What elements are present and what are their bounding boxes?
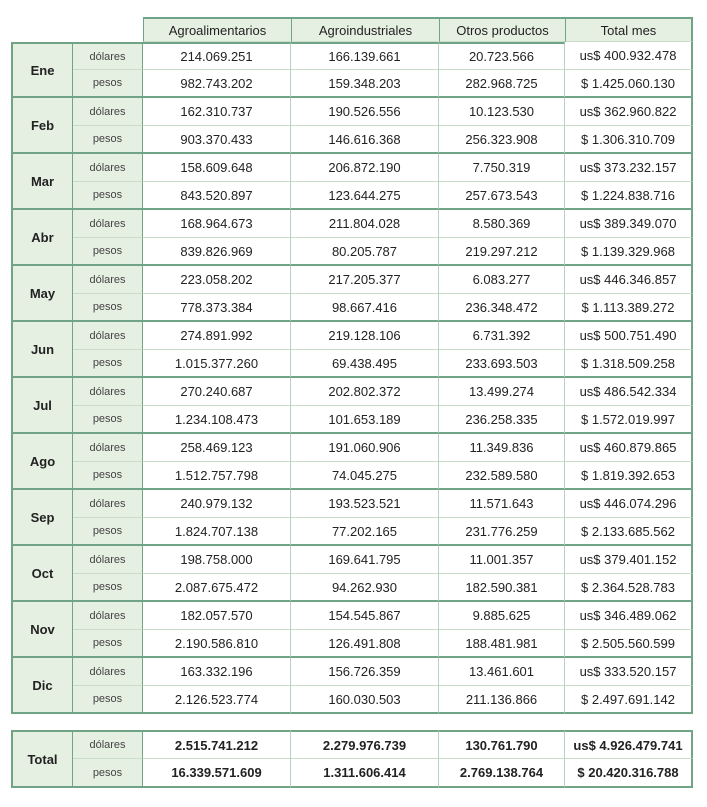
cell-ars-agroindustriales: 77.202.165	[291, 518, 439, 546]
month-row-usd	[11, 322, 693, 350]
unit-label-usd: dólares	[73, 322, 143, 350]
unit-label-ars: pesos	[73, 630, 143, 658]
total-row-usd	[11, 730, 693, 759]
unit-label-usd: dólares	[73, 490, 143, 518]
cell-usd-total: us$ 486.542.334	[565, 378, 693, 406]
month-label: May	[11, 266, 73, 322]
month-label: Ene	[11, 42, 73, 98]
unit-label-usd: dólares	[73, 546, 143, 574]
unit-label-usd: dólares	[73, 602, 143, 630]
cell-usd-otros: 9.885.625	[439, 602, 565, 630]
cell-ars-total: $ 2.364.528.783	[565, 574, 693, 602]
cell-ars-otros: 188.481.981	[439, 630, 565, 658]
cell-ars-agroalimentarios: 778.373.384	[143, 294, 291, 322]
cell-usd-agroalimentarios: 158.609.648	[143, 154, 291, 182]
header-agroindustriales: Agroindustriales	[291, 17, 439, 42]
cell-usd-otros: 8.580.369	[439, 210, 565, 238]
header-row	[11, 17, 693, 42]
cell-ars-otros: 282.968.725	[439, 70, 565, 98]
month-row-usd	[11, 602, 693, 630]
unit-label-ars: pesos	[73, 70, 143, 98]
cell-ars-otros: 219.297.212	[439, 238, 565, 266]
month-label: Nov	[11, 602, 73, 658]
cell-usd-agroindustriales: 190.526.556	[291, 98, 439, 126]
month-row-ars	[11, 238, 693, 266]
cell-usd-agroindustriales: 202.802.372	[291, 378, 439, 406]
month-label: Dic	[11, 658, 73, 714]
cell-ars-agroindustriales: 94.262.930	[291, 574, 439, 602]
cell-ars-agroindustriales: 101.653.189	[291, 406, 439, 434]
unit-label-usd: dólares	[73, 42, 143, 70]
cell-usd-otros: 11.349.836	[439, 434, 565, 462]
cell-usd-agroindustriales: 211.804.028	[291, 210, 439, 238]
month-row-usd	[11, 154, 693, 182]
cell-ars-agroalimentarios: 982.743.202	[143, 70, 291, 98]
month-row-usd	[11, 378, 693, 406]
cell-ars-agroindustriales: 160.030.503	[291, 686, 439, 714]
total-usd-total: us$ 4.926.479.741	[565, 730, 693, 759]
cell-usd-agroalimentarios: 274.891.992	[143, 322, 291, 350]
month-row-usd	[11, 266, 693, 294]
cell-ars-total: $ 1.318.509.258	[565, 350, 693, 378]
total-usd-otros: 130.761.790	[439, 730, 565, 759]
month-label: Abr	[11, 210, 73, 266]
cell-ars-otros: 236.258.335	[439, 406, 565, 434]
cell-ars-agroalimentarios: 1.234.108.473	[143, 406, 291, 434]
cell-usd-agroindustriales: 217.205.377	[291, 266, 439, 294]
month-label: Mar	[11, 154, 73, 210]
header-blank	[73, 17, 143, 42]
cell-ars-agroalimentarios: 1.015.377.260	[143, 350, 291, 378]
cell-usd-total: us$ 333.520.157	[565, 658, 693, 686]
cell-usd-otros: 13.499.274	[439, 378, 565, 406]
cell-ars-agroindustriales: 123.644.275	[291, 182, 439, 210]
month-row-ars	[11, 686, 693, 714]
cell-usd-agroalimentarios: 270.240.687	[143, 378, 291, 406]
cell-usd-agroalimentarios: 223.058.202	[143, 266, 291, 294]
cell-usd-otros: 6.083.277	[439, 266, 565, 294]
unit-label-ars: pesos	[73, 686, 143, 714]
cell-usd-agroalimentarios: 163.332.196	[143, 658, 291, 686]
unit-label-usd: dólares	[73, 434, 143, 462]
cell-usd-agroalimentarios: 162.310.737	[143, 98, 291, 126]
month-row-ars	[11, 462, 693, 490]
month-row-ars	[11, 630, 693, 658]
cell-usd-agroindustriales: 166.139.661	[291, 42, 439, 70]
unit-label-usd: dólares	[73, 210, 143, 238]
cell-usd-agroindustriales: 219.128.106	[291, 322, 439, 350]
month-label: Ago	[11, 434, 73, 490]
unit-label-usd: dólares	[73, 154, 143, 182]
cell-ars-agroalimentarios: 903.370.433	[143, 126, 291, 154]
unit-label-ars: pesos	[73, 574, 143, 602]
month-label: Jul	[11, 378, 73, 434]
cell-ars-agroindustriales: 80.205.787	[291, 238, 439, 266]
cell-usd-agroalimentarios: 240.979.132	[143, 490, 291, 518]
cell-ars-total: $ 1.224.838.716	[565, 182, 693, 210]
cell-usd-total: us$ 373.232.157	[565, 154, 693, 182]
cell-ars-total: $ 1.113.389.272	[565, 294, 693, 322]
month-row-ars	[11, 70, 693, 98]
month-row-usd	[11, 434, 693, 462]
cell-usd-otros: 11.571.643	[439, 490, 565, 518]
unit-label-ars: pesos	[73, 759, 143, 788]
total-ars-total: $ 20.420.316.788	[565, 759, 693, 788]
month-row-usd	[11, 658, 693, 686]
cell-usd-otros: 13.461.601	[439, 658, 565, 686]
month-label: Jun	[11, 322, 73, 378]
cell-ars-otros: 256.323.908	[439, 126, 565, 154]
cell-usd-agroindustriales: 169.641.795	[291, 546, 439, 574]
cell-ars-total: $ 2.497.691.142	[565, 686, 693, 714]
cell-usd-agroindustriales: 154.545.867	[291, 602, 439, 630]
cell-ars-total: $ 2.133.685.562	[565, 518, 693, 546]
unit-label-ars: pesos	[73, 294, 143, 322]
cell-ars-otros: 233.693.503	[439, 350, 565, 378]
months-body	[11, 42, 693, 714]
cell-ars-otros: 231.776.259	[439, 518, 565, 546]
total-usd-agroindustriales: 2.279.976.739	[291, 730, 439, 759]
cell-usd-total: us$ 362.960.822	[565, 98, 693, 126]
cell-usd-agroalimentarios: 214.069.251	[143, 42, 291, 70]
cell-ars-otros: 211.136.866	[439, 686, 565, 714]
cell-ars-agroindustriales: 159.348.203	[291, 70, 439, 98]
cell-usd-agroalimentarios: 198.758.000	[143, 546, 291, 574]
cell-ars-agroalimentarios: 839.826.969	[143, 238, 291, 266]
cell-usd-total: us$ 379.401.152	[565, 546, 693, 574]
unit-label-usd: dólares	[73, 730, 143, 759]
cell-usd-total: us$ 400.932.478	[565, 42, 693, 70]
cell-usd-total: us$ 446.074.296	[565, 490, 693, 518]
cell-ars-agroalimentarios: 1.512.757.798	[143, 462, 291, 490]
month-row-usd	[11, 210, 693, 238]
month-row-usd	[11, 546, 693, 574]
cell-usd-otros: 7.750.319	[439, 154, 565, 182]
unit-label-ars: pesos	[73, 462, 143, 490]
unit-label-ars: pesos	[73, 518, 143, 546]
cell-usd-total: us$ 446.346.857	[565, 266, 693, 294]
monthly-exports-table	[11, 17, 693, 714]
cell-usd-total: us$ 500.751.490	[565, 322, 693, 350]
cell-ars-agroindustriales: 69.438.495	[291, 350, 439, 378]
cell-ars-agroalimentarios: 2.190.586.810	[143, 630, 291, 658]
month-row-ars	[11, 406, 693, 434]
header-total-mes: Total mes	[565, 17, 693, 42]
unit-label-usd: dólares	[73, 378, 143, 406]
cell-usd-agroalimentarios: 258.469.123	[143, 434, 291, 462]
cell-usd-agroindustriales: 191.060.906	[291, 434, 439, 462]
cell-ars-otros: 232.589.580	[439, 462, 565, 490]
cell-ars-agroalimentarios: 2.126.523.774	[143, 686, 291, 714]
unit-label-ars: pesos	[73, 238, 143, 266]
unit-label-usd: dólares	[73, 266, 143, 294]
month-row-ars	[11, 518, 693, 546]
unit-label-ars: pesos	[73, 126, 143, 154]
unit-label-usd: dólares	[73, 658, 143, 686]
cell-ars-otros: 236.348.472	[439, 294, 565, 322]
total-ars-otros: 2.769.138.764	[439, 759, 565, 788]
cell-usd-agroindustriales: 206.872.190	[291, 154, 439, 182]
cell-ars-otros: 257.673.543	[439, 182, 565, 210]
cell-usd-otros: 20.723.566	[439, 42, 565, 70]
cell-usd-agroalimentarios: 168.964.673	[143, 210, 291, 238]
unit-label-ars: pesos	[73, 406, 143, 434]
month-label: Sep	[11, 490, 73, 546]
month-row-usd	[11, 490, 693, 518]
unit-label-usd: dólares	[73, 98, 143, 126]
cell-ars-total: $ 1.572.019.997	[565, 406, 693, 434]
month-row-ars	[11, 294, 693, 322]
cell-usd-total: us$ 346.489.062	[565, 602, 693, 630]
header-otros-productos: Otros productos	[439, 17, 565, 42]
total-usd-agroalimentarios: 2.515.741.212	[143, 730, 291, 759]
cell-ars-total: $ 1.425.060.130	[565, 70, 693, 98]
month-row-usd	[11, 98, 693, 126]
month-row-ars	[11, 126, 693, 154]
cell-usd-agroindustriales: 193.523.521	[291, 490, 439, 518]
month-label: Feb	[11, 98, 73, 154]
cell-usd-total: us$ 389.349.070	[565, 210, 693, 238]
month-row-ars	[11, 182, 693, 210]
cell-usd-agroalimentarios: 182.057.570	[143, 602, 291, 630]
cell-usd-agroindustriales: 156.726.359	[291, 658, 439, 686]
cell-ars-otros: 182.590.381	[439, 574, 565, 602]
header-agroalimentarios: Agroalimentarios	[143, 17, 291, 42]
cell-ars-agroindustriales: 146.616.368	[291, 126, 439, 154]
header-blank	[11, 17, 73, 42]
unit-label-ars: pesos	[73, 182, 143, 210]
month-row-ars	[11, 574, 693, 602]
total-ars-agroindustriales: 1.311.606.414	[291, 759, 439, 788]
cell-usd-total: us$ 460.879.865	[565, 434, 693, 462]
cell-ars-agroindustriales: 126.491.808	[291, 630, 439, 658]
cell-ars-agroalimentarios: 843.520.897	[143, 182, 291, 210]
cell-ars-agroindustriales: 74.045.275	[291, 462, 439, 490]
cell-usd-otros: 10.123.530	[439, 98, 565, 126]
total-ars-agroalimentarios: 16.339.571.609	[143, 759, 291, 788]
month-label: Oct	[11, 546, 73, 602]
cell-usd-otros: 6.731.392	[439, 322, 565, 350]
total-label: Total	[11, 730, 73, 788]
totals-table	[11, 730, 693, 788]
total-row-ars	[11, 759, 693, 788]
cell-ars-total: $ 1.819.392.653	[565, 462, 693, 490]
cell-ars-agroalimentarios: 2.087.675.472	[143, 574, 291, 602]
unit-label-ars: pesos	[73, 350, 143, 378]
cell-ars-total: $ 2.505.560.599	[565, 630, 693, 658]
cell-ars-agroalimentarios: 1.824.707.138	[143, 518, 291, 546]
cell-ars-total: $ 1.306.310.709	[565, 126, 693, 154]
cell-ars-total: $ 1.139.329.968	[565, 238, 693, 266]
cell-ars-agroindustriales: 98.667.416	[291, 294, 439, 322]
cell-usd-otros: 11.001.357	[439, 546, 565, 574]
month-row-ars	[11, 350, 693, 378]
month-row-usd	[11, 42, 693, 70]
